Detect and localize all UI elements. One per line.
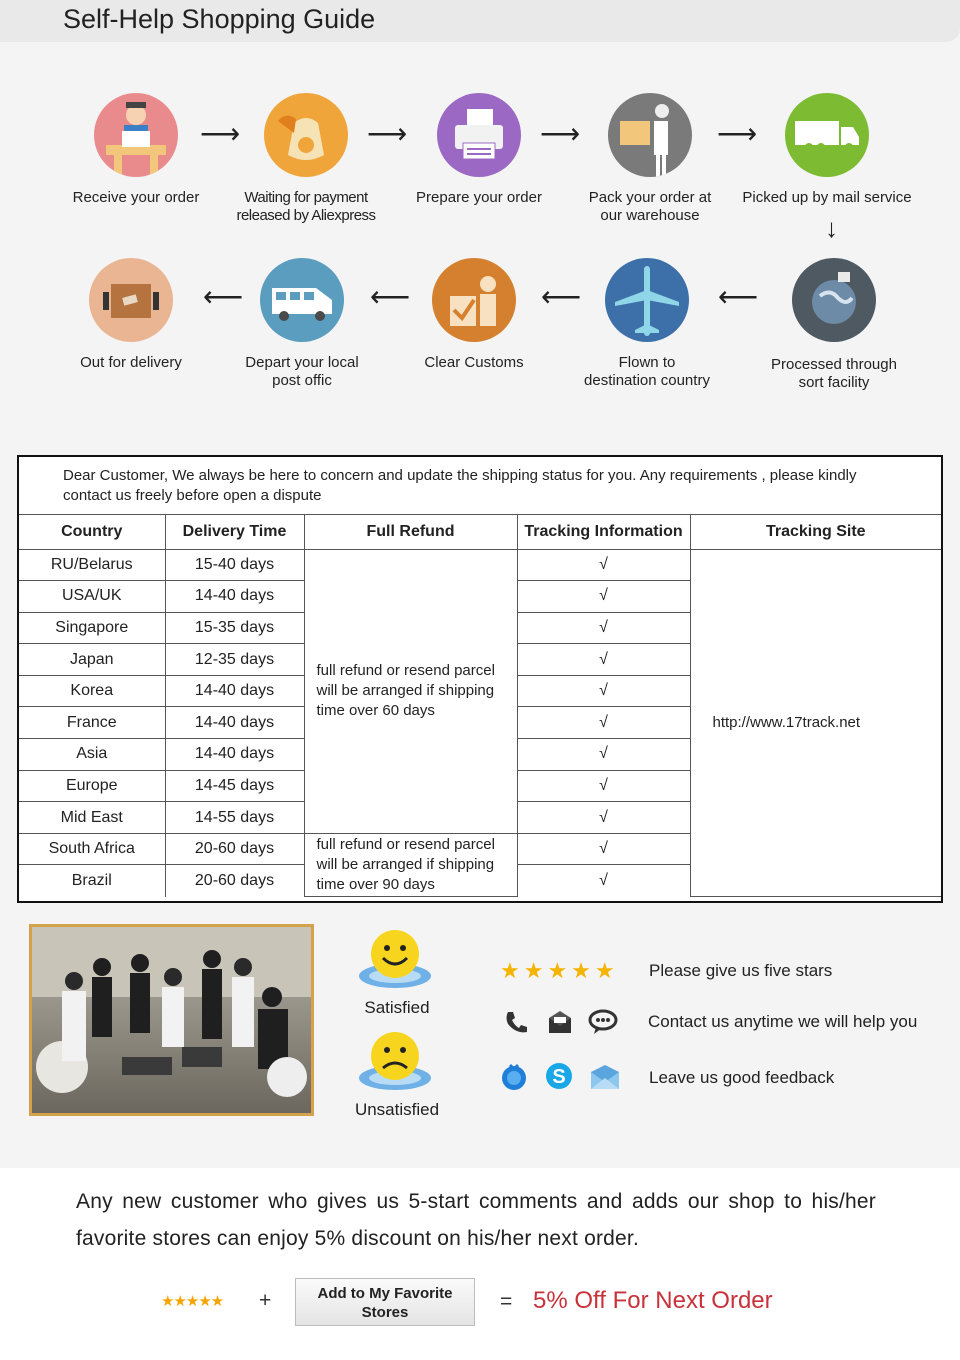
skype-icon[interactable] <box>545 1062 573 1095</box>
page-title: Self-Help Shopping Guide <box>63 4 376 34</box>
customer-notice: Dear Customer, We always be here to concern and update the shipping status for you. Any requirements , please kindly contact us freely before open a dispute <box>19 457 941 515</box>
satisfied-label: Satisfied <box>364 998 430 1017</box>
table-header-row <box>19 515 941 549</box>
step-label: Prepare your order <box>416 189 542 206</box>
unsatisfied-label: Unsatisfied <box>354 1100 440 1119</box>
tracking-check-cell: √ <box>517 612 690 644</box>
step-picked-up <box>737 93 917 207</box>
country-cell: Asia <box>19 739 165 771</box>
delivery-time-cell: 15-40 days <box>165 549 304 581</box>
delivery-time-cell: 14-40 days <box>165 739 304 771</box>
country-cell: USA/UK <box>19 581 165 613</box>
country-cell: Mid East <box>19 802 165 834</box>
step-waiting-payment <box>216 93 396 225</box>
tracking-check-cell: √ <box>517 802 690 834</box>
unsatisfied-smiley-icon <box>355 1030 435 1101</box>
tracking-check-cell: √ <box>517 549 690 581</box>
chat-icon[interactable] <box>588 1008 618 1041</box>
column-header: Full Refund <box>304 515 517 549</box>
step-depart-post <box>212 258 392 390</box>
tracking-check-cell: √ <box>517 770 690 802</box>
airplane-icon <box>605 258 689 342</box>
discount-offer: 5% Off For Next Order <box>533 1287 773 1314</box>
shipping-table <box>19 515 941 897</box>
step-label: Pack your order at our warehouse <box>588 189 712 224</box>
mail-icon[interactable] <box>546 1008 574 1041</box>
feedback-text: Leave us good feedback <box>649 1068 835 1087</box>
tracking-check-cell: √ <box>517 865 690 897</box>
email-icon[interactable] <box>589 1064 621 1095</box>
plus-sign: + <box>259 1289 272 1312</box>
tracking-site-link[interactable]: http://www.17track.net <box>690 549 941 897</box>
tracking-check-cell: √ <box>517 675 690 707</box>
arrow-left-icon: ⟵ <box>718 281 759 312</box>
step-out-for-delivery <box>41 258 221 372</box>
step-customs <box>384 258 564 372</box>
column-header: Tracking Information <box>517 515 690 549</box>
truck-icon <box>785 93 869 177</box>
delivery-time-cell: 12-35 days <box>165 644 304 676</box>
refund-cell: full refund or resend parcel will be arranged if shipping time over 60 days <box>304 549 517 833</box>
step-receive-order <box>46 93 226 207</box>
country-cell: RU/Belarus <box>19 549 165 581</box>
step-label: Processed through sort facility <box>771 356 897 391</box>
step-prepare-order <box>389 93 569 207</box>
package-icon <box>89 258 173 342</box>
tracking-check-cell: √ <box>517 644 690 676</box>
delivery-time-cell: 20-60 days <box>165 833 304 865</box>
country-cell: Korea <box>19 675 165 707</box>
step-flown <box>557 258 737 390</box>
country-cell: South Africa <box>19 833 165 865</box>
step-label: Receive your order <box>72 189 200 206</box>
table-row <box>19 549 941 581</box>
refund-cell: full refund or resend parcel will be arranged if shipping time over 90 days <box>304 833 517 896</box>
step-label: Waiting for payment released by Aliexpress <box>236 189 376 224</box>
tracking-check-cell: √ <box>517 739 690 771</box>
delivery-time-cell: 15-35 days <box>165 612 304 644</box>
arrow-left-icon: ⟵ <box>203 281 244 312</box>
arrow-left-icon: ⟵ <box>370 281 411 312</box>
five-stars-icon: ★★★★★ <box>500 958 619 983</box>
arrow-right-icon: ⟶ <box>200 118 241 149</box>
equals-sign: = <box>500 1290 513 1313</box>
step-label: Flown to destination country <box>584 354 710 389</box>
column-header: Tracking Site <box>690 515 941 549</box>
arrow-down-icon: ↓ <box>825 213 838 243</box>
step-pack-order <box>560 93 740 225</box>
column-header: Country <box>19 515 165 549</box>
van-icon <box>260 258 344 342</box>
column-header: Delivery Time <box>165 515 304 549</box>
step-label: Clear Customs <box>424 354 524 371</box>
step-processed <box>744 258 924 392</box>
contact-text: Contact us anytime we will help you <box>648 1012 918 1031</box>
country-cell: Singapore <box>19 612 165 644</box>
satisfied-smiley-icon <box>355 928 435 999</box>
country-cell: Japan <box>19 644 165 676</box>
delivery-time-cell: 14-45 days <box>165 770 304 802</box>
svg-text:S: S <box>552 1066 566 1088</box>
arrow-right-icon: ⟶ <box>367 118 408 149</box>
step-label: Out for delivery <box>80 354 182 371</box>
receive-order-icon <box>94 93 178 177</box>
globe-icon <box>792 258 876 342</box>
customs-officer-icon <box>432 258 516 342</box>
arrow-right-icon: ⟶ <box>717 118 758 149</box>
money-bag-icon <box>264 93 348 177</box>
phone-icon[interactable] <box>502 1008 530 1041</box>
delivery-time-cell: 14-55 days <box>165 802 304 834</box>
pack-box-icon <box>608 93 692 177</box>
step-label: Picked up by mail service <box>742 189 912 206</box>
header-bar <box>0 0 960 42</box>
printer-icon <box>437 93 521 177</box>
tracking-check-cell: √ <box>517 581 690 613</box>
country-cell: Brazil <box>19 865 165 897</box>
delivery-time-cell: 14-40 days <box>165 707 304 739</box>
country-cell: Europe <box>19 770 165 802</box>
messenger-icon[interactable] <box>500 1063 528 1096</box>
arrow-left-icon: ⟵ <box>541 281 582 312</box>
country-cell: France <box>19 707 165 739</box>
add-to-favorite-button[interactable]: Add to My Favorite Stores <box>295 1278 475 1326</box>
promo-text: Any new customer who gives us 5-start comments and adds our shop to his/her favorite stores can enjoy 5% discount on his/her next order. <box>76 1190 876 1250</box>
shipping-table-panel <box>17 455 943 903</box>
five-stars-text: Please give us five stars <box>649 961 833 980</box>
tracking-check-cell: √ <box>517 833 690 865</box>
arrow-right-icon: ⟶ <box>540 118 581 149</box>
tracking-check-cell: √ <box>517 707 690 739</box>
rating-stars-icon: ★★★★★ <box>161 1293 224 1310</box>
team-photo <box>29 924 314 1116</box>
step-label: Depart your local post offic <box>245 354 359 389</box>
delivery-time-cell: 14-40 days <box>165 581 304 613</box>
delivery-time-cell: 20-60 days <box>165 865 304 897</box>
delivery-time-cell: 14-40 days <box>165 675 304 707</box>
